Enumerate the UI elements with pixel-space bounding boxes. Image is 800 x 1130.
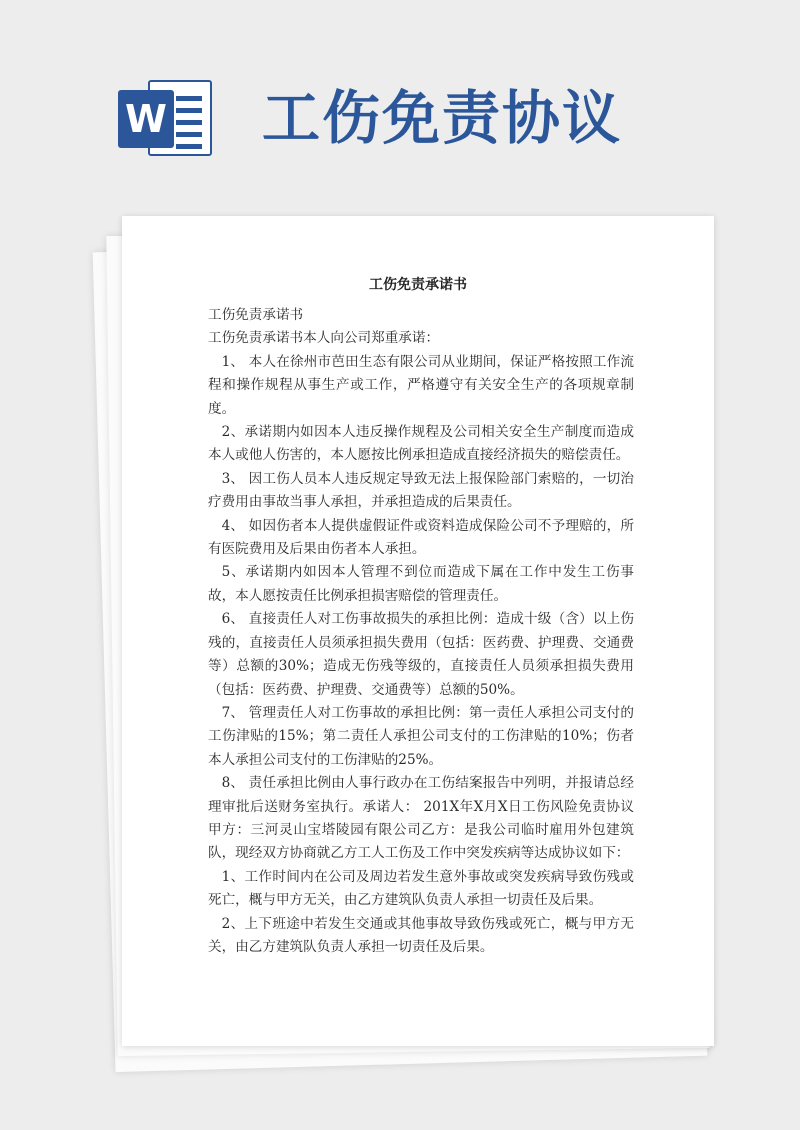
document-body — [208, 304, 634, 959]
paragraph: 2、上下班途中若发生交通或其他事故导致伤残或死亡，概与甲方无关，由乙方建筑队负责人承担一切责任及后果。 — [208, 915, 634, 955]
word-logo-icon — [118, 78, 216, 160]
document-page — [122, 216, 714, 1046]
paragraph: 8、 责任承担比例由人事行政办在工伤结案报告中列明，并报请总经理审批后送财务室执行。承诺人： 201X年X月X日工伤风险免责协议甲方：三河灵山宝塔陵园有限公司乙方：是我公司临时雇用外包建筑队，现经双方协商就乙方工人工伤及工作中突发疾病等达成协议如下： — [208, 775, 634, 862]
paragraph: 2、承诺期内如因本人违反操作规程及公司相关安全生产制度而造成本人或他人伤害的，本人愿按比例承担造成直接经济损失的赔偿责任。 — [208, 424, 634, 464]
document-heading: 工伤免责承诺书 — [369, 277, 467, 293]
page-header — [0, 0, 800, 200]
paragraph: 7、 管理责任人对工伤事故的承担比例：第一责任人承担公司支付的工伤津贴的15%；第二责任人承担公司支付的工伤津贴的10%；伤者本人承担公司支付的工伤津贴的25%。 — [208, 704, 634, 768]
word-logo-letter: W — [118, 90, 174, 148]
paragraph: 5、承诺期内如因本人管理不到位而造成下属在工作中发生工伤事故，本人愿按责任比例承担损害赔偿的管理责任。 — [208, 564, 634, 604]
paragraph: 4、 如因伤者本人提供虚假证件或资料造成保险公司不予理赔的，所有医院费用及后果由伤者本人承担。 — [208, 517, 634, 558]
paragraph: 工伤免责承诺书 — [208, 307, 304, 323]
paragraph: 6、 直接责任人对工伤事故损失的承担比例：造成十级（含）以上伤残的，直接责任人员须承担损失费用（包括：医药费、护理费、交通费等）总额的30%；造成无伤残等级的，直接责任人员须承担损失费用（包括：医药费、护理费、交通费等）总额的50%。 — [208, 611, 634, 698]
paragraph: 1、工作时间内在公司及周边若发生意外事故或突发疾病导致伤残或死亡，概与甲方无关，由乙方建筑队负责人承担一切责任及后果。 — [208, 868, 634, 909]
paragraph: 3、 因工伤人员本人违反规定导致无法上报保险部门索赔的，一切治疗费用由事故当事人承担，并承担造成的后果责任。 — [208, 470, 634, 511]
paragraph: 1、 本人在徐州市芭田生态有限公司从业期间，保证严格按照工作流程和操作规程从事生产或工作，严格遵守有关安全生产的各项规章制度。 — [208, 353, 634, 417]
paragraph: 工伤免责承诺书本人向公司郑重承诺： — [208, 330, 440, 347]
page-title: 工伤免责协议 — [262, 84, 623, 152]
